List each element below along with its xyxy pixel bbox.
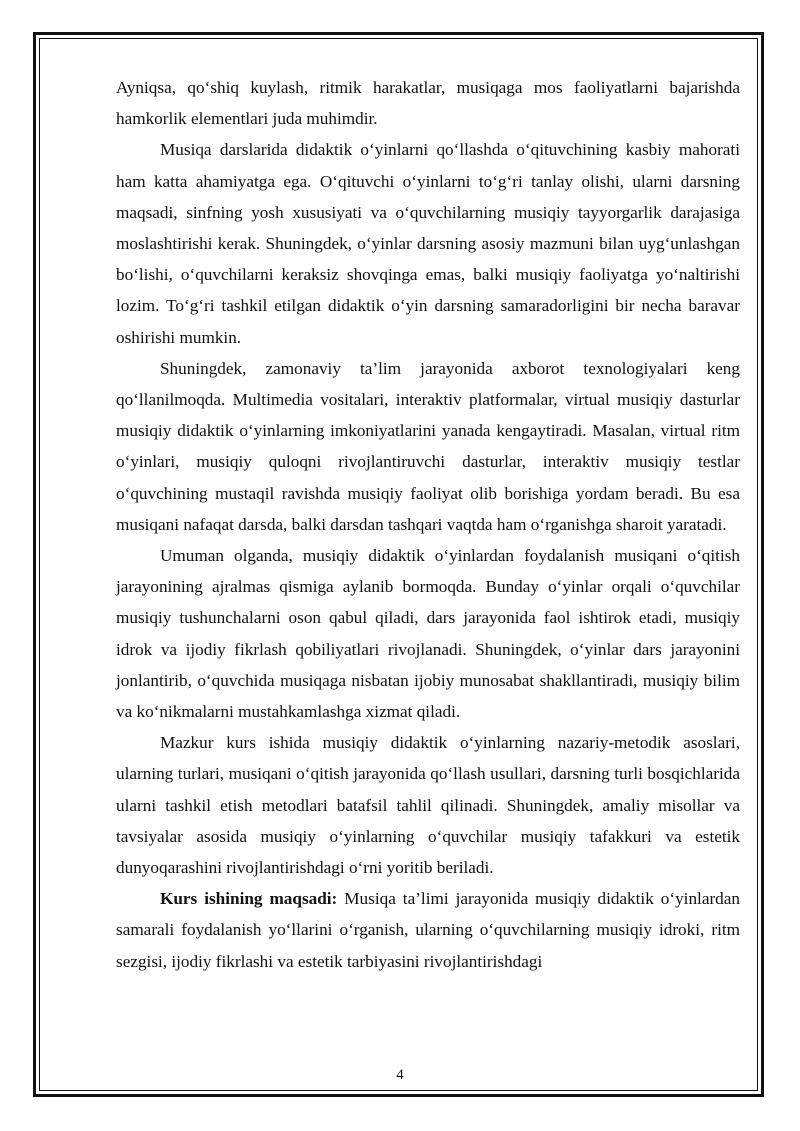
course-goal-text: Musiqa ta’limi jarayonida musiqiy didaktik o‘yinlardan samarali foydalanish yo‘llarini o‘rganish, ularning o‘quvchilarning musiqiy idroki, ritm sezgisi, ijodiy fikrlashi va estetik tarbiyasini rivojlantirishdagi — [116, 889, 740, 971]
paragraph: Musiqa darslarida didaktik o‘yinlarni qo‘llashda o‘qituvchining kasbiy mahorati ham katta ahamiyatga ega. O‘qituvchi o‘yinlarni to‘g‘ri tanlay olishi, ularni darsning maqsadi, sinfning yosh xususiyati va o‘quvchilarning musiqiy tayyorgarlik darajasiga moslashtirishi kerak. Shuningdek, o‘yinlar darsning asosiy mazmuni bilan uyg‘unlashgan bo‘lishi, o‘quvchilarni keraksiz shovqinga emas, balki musiqiy faoliyatga yo‘naltirishi lozim. To‘g‘ri tashkil etilgan didaktik o‘yin darsning samaradorligini bir necha baravar oshirishi mumkin. — [116, 140, 740, 347]
paragraph-course-goal — [116, 883, 740, 977]
paragraph: Mazkur kurs ishida musiqiy didaktik o‘yinlarning nazariy-metodik asoslari, ularning turlari, musiqani o‘qitish jarayonida qo‘llash usullari, darsning turli bosqichlarida ularni tashkil etish metodlari batafsil tahlil qilinadi. Shuningdek, amaliy misollar va tavsiyalar asosida musiqiy o‘yinlarning o‘quvchilar musiqiy tafakkuri va estetik dunyoqarashini rivojlantirishdagi o‘rni yoritib beriladi. — [116, 733, 740, 878]
page-number: 4 — [396, 1067, 404, 1083]
paragraph: Ayniqsa, qo‘shiq kuylash, ritmik harakatlar, musiqaga mos faoliyatlarni bajarishda hamkorlik elementlari juda muhimdir. — [116, 78, 740, 129]
course-goal-heading: Kurs ishining maqsadi: — [160, 889, 338, 909]
paragraph: Shuningdek, zamonaviy ta’lim jarayonida axborot texnologiyalari keng qo‘llanilmoqda. Multimedia vositalari, interaktiv platformalar, virtual musiqiy dasturlar musiqiy didaktik o‘yinlarning imkoniyatlarini yanada kengaytiradi. Masalan, virtual ritm o‘yinlari, musiqiy quloqni rivojlantiruvchi dasturlar, interaktiv musiqiy testlar o‘quvchining mustaqil ravishda musiqiy faoliyat olib borishiga yordam beradi. Bu esa musiqani nafaqat darsda, balki darsdan tashqari vaqtda ham o‘rganishga sharoit yaratadi. — [116, 358, 740, 534]
document-body — [116, 72, 740, 977]
paragraph: Umuman olganda, musiqiy didaktik o‘yinlardan foydalanish musiqani o‘qitish jarayonining ajralmas qismiga aylanib bormoqda. Bunday o‘yinlar orqali o‘quvchilar musiqiy tushunchalarni oson qabul qiladi, dars jarayonida faol ishtirok etadi, musiqiy idrok va ijodiy fikrlash qobiliyatlari rivojlanadi. Shuningdek, o‘yinlar dars jarayonini jonlantirib, o‘quvchida musiqaga nisbatan ijobiy munosabat shakllantiradi, musiqiy bilim va ko‘nikmalarni mustahkamlashga xizmat qiladi. — [116, 546, 740, 722]
